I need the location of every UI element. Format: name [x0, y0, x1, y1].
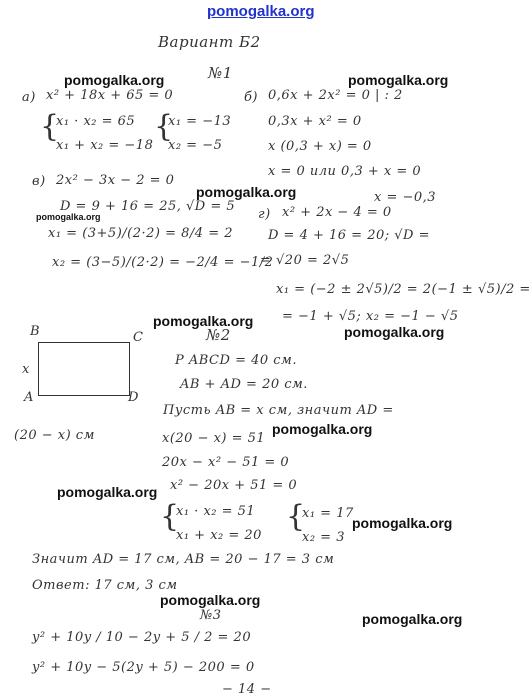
watermark: pomogalka.org	[153, 313, 254, 329]
problem-b-line1: 0,3x + x² = 0	[268, 114, 362, 129]
problem-b-line2: x (0,3 + x) = 0	[268, 139, 372, 154]
problem-a-sys2-line2: x₂ = −5	[168, 138, 223, 153]
problem-2-line5: 20x − x² − 51 = 0	[162, 455, 290, 470]
problem-2-line6: x² − 20x + 51 = 0	[170, 478, 298, 493]
watermark: pomogalka.org	[362, 611, 463, 627]
watermark: pomogalka.org	[344, 324, 445, 340]
vertex-d: D	[128, 390, 139, 405]
problem-g-line4: = −1 + √5; x₂ = −1 − √5	[282, 309, 459, 324]
rectangle-abcd	[38, 342, 130, 396]
vertex-c: C	[133, 330, 144, 345]
watermark: pomogalka.org	[352, 515, 453, 531]
problem-a-sys2-line1: x₁ = −13	[168, 114, 232, 129]
watermark: pomogalka.org	[272, 421, 373, 437]
problem-b-equation: 0,6x + 2x² = 0 | : 2	[268, 88, 403, 103]
system-brace: {	[286, 499, 306, 534]
watermark: pomogalka.org	[64, 72, 165, 88]
side-x-label: x	[22, 362, 30, 377]
problem-3-line2: y² + 10y − 5(2y + 5) − 200 = 0	[32, 660, 255, 675]
watermark: pomogalka.org	[160, 592, 261, 608]
problem-2-sys1-line1: x₁ · x₂ = 51	[176, 504, 256, 519]
problem-a-equation: x² + 18x + 65 = 0	[46, 88, 174, 103]
problem-g-equation: x² + 2x − 4 = 0	[282, 205, 392, 220]
watermark: pomogalka.org	[348, 72, 449, 88]
problem-v-line1: D = 9 + 16 = 25, √D = 5	[60, 199, 236, 214]
problem-v-label: в)	[32, 174, 46, 189]
variant-title: Вариант Б2	[158, 33, 261, 51]
problem-g-line1: D = 4 + 16 = 20; √D =	[268, 228, 430, 243]
system-brace: {	[160, 499, 180, 534]
problem-3-line1: y² + 10y / 10 − 2y + 5 / 2 = 20	[32, 630, 252, 645]
problem-a-sys1-line2: x₁ + x₂ = −18	[56, 138, 154, 153]
task-2-heading: №2	[206, 326, 231, 344]
problem-v-equation: 2x² − 3x − 2 = 0	[56, 173, 175, 188]
problem-g-line2: = √20 = 2√5	[260, 253, 350, 268]
task-3-heading: №3	[200, 608, 222, 623]
side-ad-label: (20 − x) см	[14, 428, 95, 443]
problem-b-line3: x = 0 или 0,3 + x = 0	[268, 164, 422, 179]
problem-2-line3: Пусть AB = x см, значит AD =	[163, 403, 394, 418]
problem-2-answer: Ответ: 17 см, 3 см	[32, 578, 178, 593]
problem-2-sys2-line1: x₁ = 17	[302, 506, 354, 521]
watermark-small: pomogalka.org	[36, 212, 101, 222]
problem-2-line2: AB + AD = 20 см.	[180, 377, 308, 392]
page-number: − 14 −	[222, 682, 272, 697]
watermark-top[interactable]: pomogalka.org	[207, 3, 315, 20]
problem-2-sys2-line2: x₂ = 3	[302, 530, 345, 545]
problem-v-line2: x₁ = (3+5)/(2·2) = 8/4 = 2	[48, 226, 233, 241]
problem-2-line1: P ABCD = 40 см.	[175, 353, 297, 368]
vertex-a: A	[24, 390, 34, 405]
problem-a-label: а)	[22, 90, 36, 105]
problem-g-line3: x₁ = (−2 ± 2√5)/2 = 2(−1 ± √5)/2 =	[276, 282, 531, 297]
system-brace: {	[154, 109, 174, 144]
vertex-b: B	[30, 324, 41, 339]
problem-2-line4: x(20 − x) = 51	[162, 431, 266, 446]
watermark: pomogalka.org	[196, 184, 297, 200]
problem-2-sys1-line2: x₁ + x₂ = 20	[176, 528, 262, 543]
problem-b-line4: x = −0,3	[374, 190, 437, 205]
problem-v-line3: x₂ = (3−5)/(2·2) = −2/4 = −1/2	[52, 255, 274, 270]
watermark: pomogalka.org	[57, 484, 158, 500]
task-1-heading: №1	[208, 64, 233, 82]
problem-g-label: г)	[258, 207, 271, 222]
problem-2-line7: Значит AD = 17 см, AB = 20 − 17 = 3 см	[32, 552, 335, 567]
problem-b-label: б)	[244, 90, 259, 105]
problem-a-sys1-line1: x₁ · x₂ = 65	[56, 114, 136, 129]
system-brace: {	[40, 109, 60, 144]
